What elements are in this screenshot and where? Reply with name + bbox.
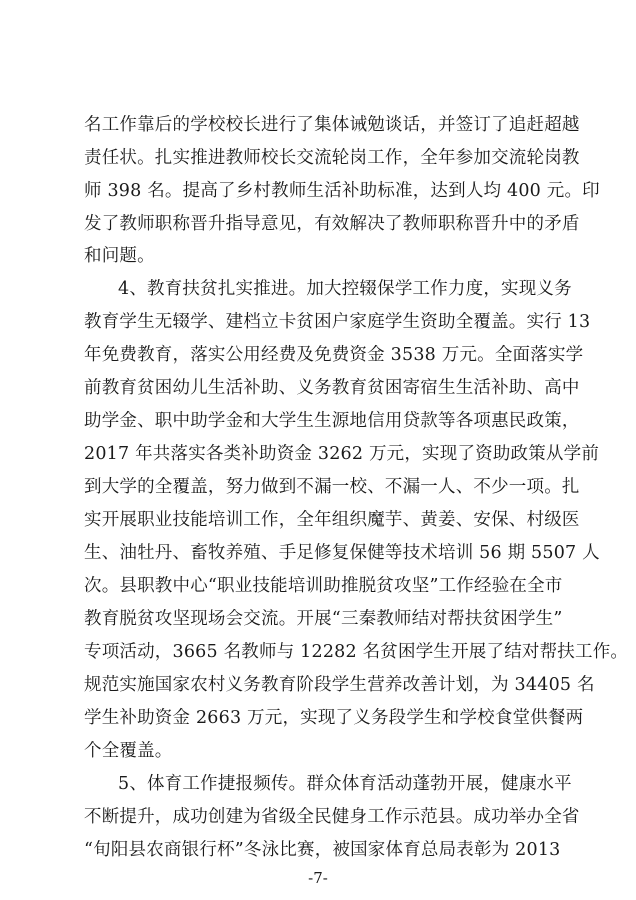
body-line: 发了教师职称晋升指导意见，有效解决了教师职称晋升中的矛盾 xyxy=(84,214,580,234)
body-line: “旬阳县农商银行杯”冬泳比赛，被国家体育总局表彰为 2013 xyxy=(84,840,561,860)
body-line: 不断提升，成功创建为省级全民健身工作示范县。成功举办全省 xyxy=(84,807,580,827)
body-line: 专项活动，3665 名教师与 12282 名贫困学生开展了结对帮扶工作。 xyxy=(84,642,629,662)
body-line: 责任状。扎实推进教师校长交流轮岗工作，全年参加交流轮岗教 xyxy=(84,148,580,168)
body-line: 教育脱贫攻坚现场会交流。开展“三秦教师结对帮扶贫困学生” xyxy=(84,609,563,629)
body-line: 前教育贫困幼儿生活补助、义务教育贫困寄宿生生活补助、高中 xyxy=(84,378,580,398)
body-line: 2017 年共落实各类补助资金 3262 万元，实现了资助政策从学前 xyxy=(84,444,600,464)
section-heading-line: 4、教育扶贫扎实推进。加大控辍保学工作力度，实现义务 xyxy=(118,279,572,299)
body-line: 个全覆盖。 xyxy=(84,741,173,761)
body-line: 学生补助资金 2663 万元，实现了义务段学生和学校食堂供餐两 xyxy=(84,708,584,728)
body-line: 实开展职业技能培训工作，全年组织魔芋、黄姜、安保、村级医 xyxy=(84,510,580,530)
body-line: 规范实施国家农村义务教育阶段学生营养改善计划，为 34405 名 xyxy=(84,675,595,695)
body-line: 和问题。 xyxy=(84,246,155,266)
body-line: 年免费教育，落实公用经费及免费资金 3538 万元。全面落实学 xyxy=(84,345,584,365)
page-number: -7- xyxy=(308,869,328,887)
body-line: 生、油牡丹、畜牧养殖、手足修复保健等技术培训 56 期 5507 人 xyxy=(84,543,600,563)
body-line: 助学金、职中助学金和大学生生源地信用贷款等各项惠民政策， xyxy=(84,411,580,431)
body-line: 师 398 名。提高了乡村教师生活补助标准，达到人均 400 元。印 xyxy=(84,181,600,201)
body-line: 教育学生无辍学、建档立卡贫困户家庭学生资助全覆盖。实行 13 xyxy=(84,312,591,332)
body-line: 到大学的全覆盖，努力做到不漏一校、不漏一人、不少一项。扎 xyxy=(84,477,580,497)
body-line: 次。县职教中心“职业技能培训助推脱贫攻坚”工作经验在全市 xyxy=(84,576,563,596)
body-line: 名工作靠后的学校校长进行了集体诫勉谈话，并签订了追赶超越 xyxy=(84,115,580,135)
section-heading-line: 5、体育工作捷报频传。群众体育活动蓬勃开展，健康水平 xyxy=(118,774,572,794)
